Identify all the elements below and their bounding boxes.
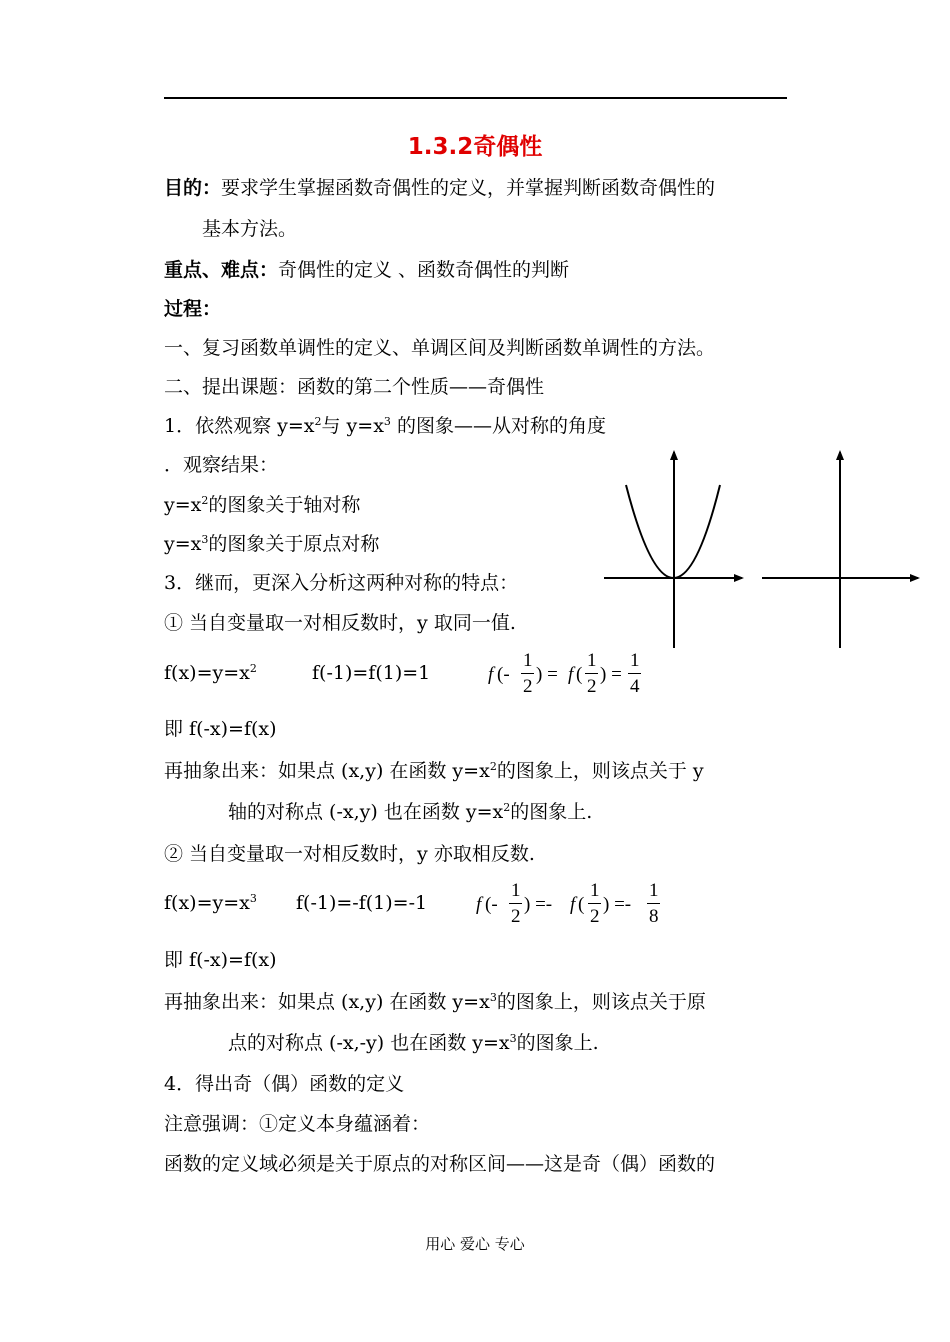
- keypoints-label: 重点、难点：: [164, 259, 279, 281]
- text-line-20: 函数的定义域必须是关于原点的对称区间——这是奇（偶）函数的: [164, 1153, 716, 1175]
- text-line-19: 注意强调：①定义本身蕴涵着：: [164, 1113, 431, 1135]
- paren: (-: [485, 894, 498, 915]
- fraction-bar: [647, 903, 660, 904]
- denominator: 2: [523, 676, 533, 697]
- text-segment: 与 y=x: [321, 415, 384, 437]
- header-rule: [164, 97, 787, 99]
- text-line-15: 即 f(-x)=f(x): [164, 949, 277, 971]
- formula-line-2: [164, 891, 257, 915]
- f-symbol: f: [476, 894, 482, 915]
- fraction-formula-2: [476, 880, 666, 930]
- text-segment: 点的对称点 (-x,-y) 也在函数 y=x: [228, 1032, 510, 1054]
- fraction-formula-1: [488, 650, 648, 700]
- numerator: 1: [590, 880, 600, 901]
- text-line-17: [228, 1031, 599, 1055]
- denominator: 2: [587, 676, 597, 697]
- text-segment: 的图象上，则该点关于原: [496, 991, 706, 1013]
- numerator: 1: [649, 880, 659, 901]
- text-segment: 的图象上.: [510, 801, 593, 823]
- text-segment: 轴的对称点 (-x,y) 也在函数 y=x: [228, 801, 504, 823]
- fraction-bar: [521, 673, 534, 674]
- page-title: 1.3.2奇偶性: [407, 134, 543, 160]
- numerator: 1: [511, 880, 521, 901]
- numerator: 1: [587, 650, 597, 671]
- f-symbol: f: [568, 664, 574, 685]
- denominator: 2: [511, 906, 521, 927]
- objective-line: [164, 176, 715, 200]
- paren: (: [576, 664, 583, 685]
- text-line-12: [228, 800, 592, 824]
- superscript: 3: [201, 533, 209, 546]
- text-line-1: 一、复习函数单调性的定义、单调区间及判断函数单调性的方法。: [164, 337, 716, 359]
- numerator: 1: [630, 650, 640, 671]
- numerator: 1: [523, 650, 533, 671]
- text-line-11: [164, 759, 704, 783]
- fraction-bar: [628, 673, 641, 674]
- fraction-bar: [588, 903, 601, 904]
- text-segment: 的图象上，则该点关于 y: [496, 760, 704, 782]
- process-label: 过程：: [164, 298, 222, 320]
- superscript: 3: [509, 1032, 517, 1045]
- denominator: 8: [649, 906, 659, 927]
- superscript: 2: [503, 801, 511, 814]
- f-symbol: f: [570, 894, 576, 915]
- equals: ) =: [600, 664, 622, 685]
- text-line-16: [164, 990, 706, 1014]
- text-line-5: [164, 493, 360, 517]
- text-segment: 的图象关于原点对称: [208, 533, 380, 555]
- cubic-graph-axes: [762, 452, 918, 648]
- parabola-graph: [604, 452, 742, 648]
- fraction-bar: [509, 903, 522, 904]
- paren: (: [578, 894, 585, 915]
- keypoints-line: [164, 258, 569, 282]
- superscript: 3: [489, 991, 497, 1004]
- text-segment: 再抽象出来：如果点 (x,y) 在函数 y=x: [164, 991, 490, 1013]
- equals: ) =-: [603, 894, 632, 915]
- objective-line-2: 基本方法。: [202, 218, 298, 240]
- superscript: 2: [249, 662, 257, 675]
- text-line-6: [164, 532, 379, 556]
- objective-label: 目的：: [164, 177, 222, 199]
- superscript: 3: [249, 892, 257, 905]
- paren: (-: [497, 664, 510, 685]
- text-segment: y=x: [164, 494, 202, 516]
- text-line-3: [164, 414, 606, 438]
- denominator: 4: [630, 676, 640, 697]
- superscript: 2: [489, 760, 497, 773]
- text-segment: f(x)=y=x: [164, 662, 250, 684]
- keypoints-text: 奇偶性的定义 、函数奇偶性的判断: [278, 259, 570, 281]
- text-line-4: ．观察结果：: [164, 454, 279, 476]
- text-segment: 的图象关于轴对称: [208, 494, 361, 516]
- superscript: 3: [383, 415, 391, 428]
- equals: ) =: [536, 664, 558, 685]
- objective-text: 要求学生掌握函数奇偶性的定义，并掌握判断函数奇偶性的: [221, 177, 716, 199]
- text-segment: 的图象上.: [516, 1032, 599, 1054]
- fraction-bar: [585, 673, 598, 674]
- text-line-18: 4．得出奇（偶）函数的定义: [164, 1073, 405, 1095]
- text-segment: y=x: [164, 533, 202, 555]
- denominator: 2: [590, 906, 600, 927]
- superscript: 2: [201, 494, 209, 507]
- text-line-7: 3．继而，更深入分析这两种对称的特点：: [164, 572, 519, 594]
- text-segment: 1．依然观察 y=x: [164, 415, 315, 437]
- text-line-10: 即 f(-x)=f(x): [164, 718, 277, 740]
- page-footer: 用心 爱心 专心: [425, 1235, 525, 1253]
- text-segment: 再抽象出来：如果点 (x,y) 在函数 y=x: [164, 760, 490, 782]
- text-segment: f(x)=y=x: [164, 892, 250, 914]
- formula-line-1b: f(-1)=f(1)=1: [312, 662, 431, 684]
- formula-line-2b: f(-1)=-f(1)=-1: [296, 892, 428, 914]
- text-line-8: ① 当自变量取一对相反数时，y 取同一值.: [164, 612, 516, 634]
- superscript: 2: [314, 415, 322, 428]
- formula-line-1: [164, 661, 257, 685]
- text-line-2: 二、提出课题：函数的第二个性质——奇偶性: [164, 376, 545, 398]
- function-graphs: [590, 440, 930, 655]
- text-segment: 的图象——从对称的角度: [390, 415, 606, 437]
- f-symbol: f: [488, 664, 494, 685]
- equals: ) =-: [524, 894, 553, 915]
- text-line-13: ② 当自变量取一对相反数时，y 亦取相反数.: [164, 843, 535, 865]
